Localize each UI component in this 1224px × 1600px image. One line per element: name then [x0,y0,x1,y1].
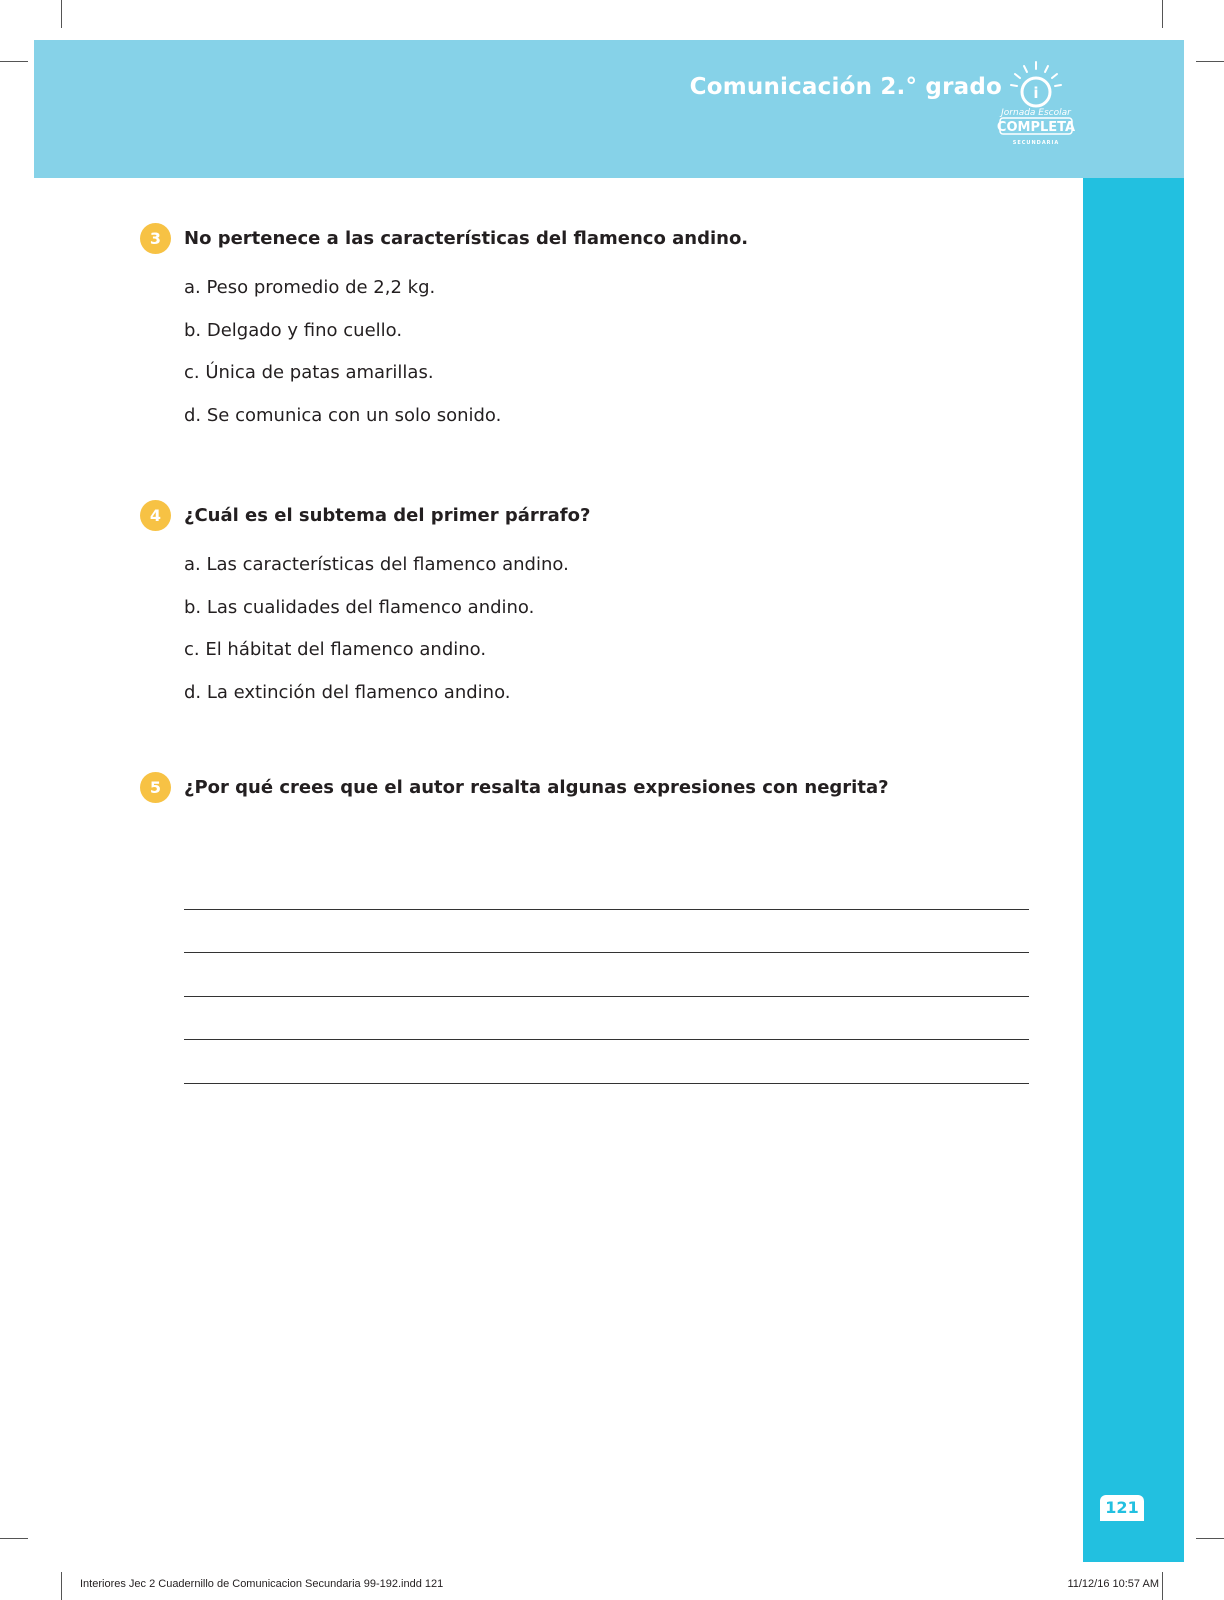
question-number-badge: 4 [140,500,171,531]
jornada-escolar-completa-logo [994,58,1078,158]
crop-mark [1162,0,1163,28]
crop-mark [1196,1538,1224,1539]
logo-line2: COMPLETA [996,120,1076,135]
crop-mark [0,61,28,62]
answer-line[interactable] [184,910,1029,954]
question-prompt: No pertenece a las características del flamenco andino. [184,227,749,249]
option-a: a. Las características del flamenco andino. [184,554,569,575]
option-list [140,267,1040,437]
answer-line[interactable] [184,997,1029,1041]
logo-line1: Jornada Escolar [1001,108,1071,118]
answer-line[interactable] [184,953,1029,997]
crop-mark [1162,1572,1163,1600]
option-c: c. El hábitat del flamenco andino. [184,639,487,661]
question-header [140,770,1040,804]
question-header [140,221,1040,255]
footer-file-info: Interiores Jec 2 Cuadernillo de Comunicacion Secundaria 99-192.indd 121 [80,1578,444,1590]
crop-mark [1196,61,1224,62]
answer-line[interactable] [184,1040,1029,1084]
question-prompt: ¿Cuál es el subtema del primer párrafo? [184,504,591,526]
question-prompt: ¿Por qué crees que el autor resalta algunas expresiones con negrita? [184,776,889,798]
side-band [1083,178,1184,1562]
question-header [140,498,1040,532]
answer-lines[interactable] [184,866,1029,1084]
footer-timestamp: 11/12/16 10:57 AM [1067,1578,1159,1590]
logo-line3: SECUNDARIA [1012,140,1060,146]
page-title: Comunicación 2.° grado [689,74,1002,100]
question-number-badge: 5 [140,772,171,803]
option-d: d. Se comunica con un solo sonido. [184,404,502,426]
question-number-badge: 3 [140,223,171,254]
option-a: a. Peso promedio de 2,2 kg. [184,277,436,298]
question-4 [140,498,1040,714]
option-c: c. Única de patas amarillas. [184,362,434,384]
crop-mark [61,0,62,28]
option-d: d. La extinción del flamenco andino. [184,681,511,703]
question-3 [140,221,1040,437]
svg-text:i: i [1033,84,1039,102]
answer-line[interactable] [184,866,1029,910]
option-b: b. Las cualidades del flamenco andino. [184,596,535,618]
option-b: b. Delgado y fino cuello. [184,319,403,341]
crop-mark [61,1572,62,1600]
question-5 [140,770,1040,804]
page-number: 121 [1100,1495,1144,1521]
crop-mark [0,1538,28,1539]
option-list [140,544,1040,714]
